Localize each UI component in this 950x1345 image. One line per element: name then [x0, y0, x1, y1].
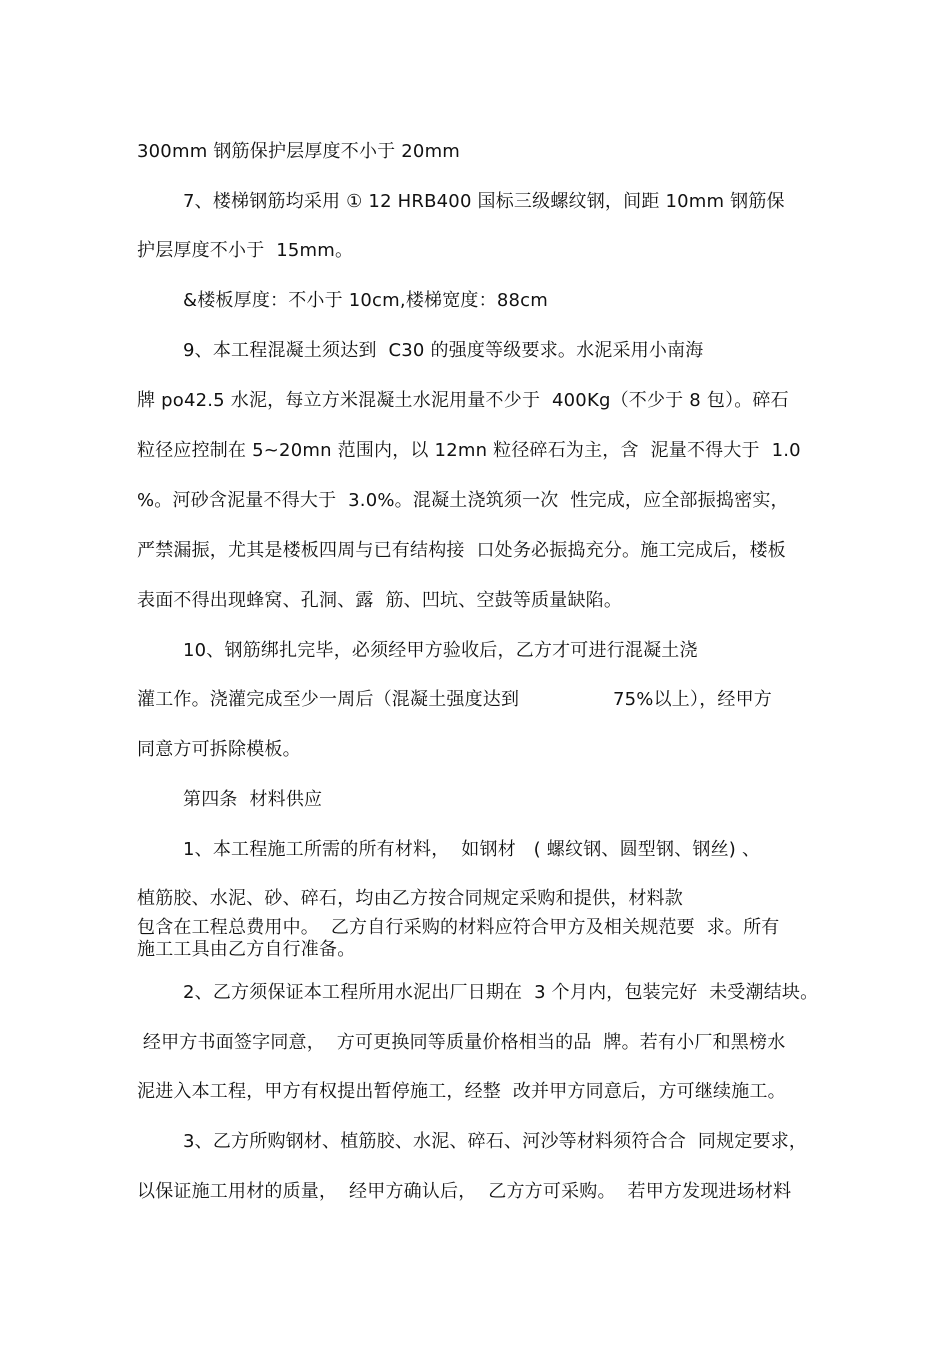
section-heading: 第四条 材料供应	[183, 789, 323, 810]
text-line-12b: 75%以上），经甲方	[613, 689, 773, 710]
text-line-5: 9、本工程混凝土须达到 C30 的强度等级要求。水泥采用小南海	[183, 340, 704, 361]
text-line-22: 3、乙方所购钢材、植筋胶、水泥、碎石、河沙等材料须符合合 同规定要求，	[183, 1131, 808, 1152]
text-line-9: 严禁漏振，尤其是楼板四周与已有结构接 口处务必振捣充分。施工完成后，楼板	[137, 540, 786, 561]
text-line-11: 10、钢筋绑扎完毕，必须经甲方验收后，乙方才可进行混凝土浇	[183, 640, 698, 661]
text-line-2: 7、楼梯钢筋均采用 ① 12 HRB400 国标三级螺纹钢，间距 10mm 钢筋保	[183, 191, 785, 212]
text-line-7: 粒径应控制在 5~20mn 范围内，以 12mn 粒径碎石为主，含 泥量不得大于 1.0	[137, 440, 801, 461]
text-line-13: 同意方可拆除模板。	[137, 739, 301, 760]
text-line-12a: 灌工作。浇灌完成至少一周后（混凝土强度达到	[137, 689, 520, 710]
text-line-17: 包含在工程总费用中。 乙方自行采购的材料应符合甲方及相关规范要 求。所有	[137, 917, 780, 938]
text-line-1: 300mm 钢筋保护层厚度不小于 20mm	[137, 141, 461, 162]
text-line-21: 泥进入本工程，甲方有权提出暂停施工，经整 改并甲方同意后，方可继续施工。	[137, 1081, 786, 1102]
text-line-20: 经甲方书面签字同意， 方可更换同等质量价格相当的品 牌。若有小厂和黑榜水	[137, 1032, 786, 1053]
text-line-10: 表面不得出现蜂窝、孔洞、露 筋、凹坑、空鼓等质量缺陷。	[137, 590, 623, 611]
text-line-6: 牌 po42.5 水泥，每立方米混凝土水泥用量不少于 400Kg（不少于 8 包）。碎石	[137, 390, 789, 411]
text-line-8: %。河砂含泥量不得大于 3.0%。混凝土浇筑须一次 性完成，应全部振捣密实，	[137, 490, 789, 511]
text-line-4: &楼板厚度：不小于 10cm,楼梯宽度：88cm	[183, 290, 548, 311]
text-line-19: 2、乙方须保证本工程所用水泥出厂日期在 3 个月内，包装完好 未受潮结块。	[183, 982, 819, 1003]
text-line-3: 护层厚度不小于 15mm。	[137, 240, 354, 261]
text-line-15: 1、本工程施工所需的所有材料， 如钢材 ( 螺纹钢、圆型钢、钢丝) 、	[183, 839, 761, 860]
text-line-16: 植筋胶、水泥、砂、碎石，均由乙方按合同规定采购和提供，材料款	[137, 888, 683, 909]
text-line-18: 施工工具由乙方自行准备。	[137, 939, 356, 960]
text-line-23: 以保证施工用材的质量， 经甲方确认后， 乙方方可采购。 若甲方发现进场材料	[137, 1181, 792, 1202]
